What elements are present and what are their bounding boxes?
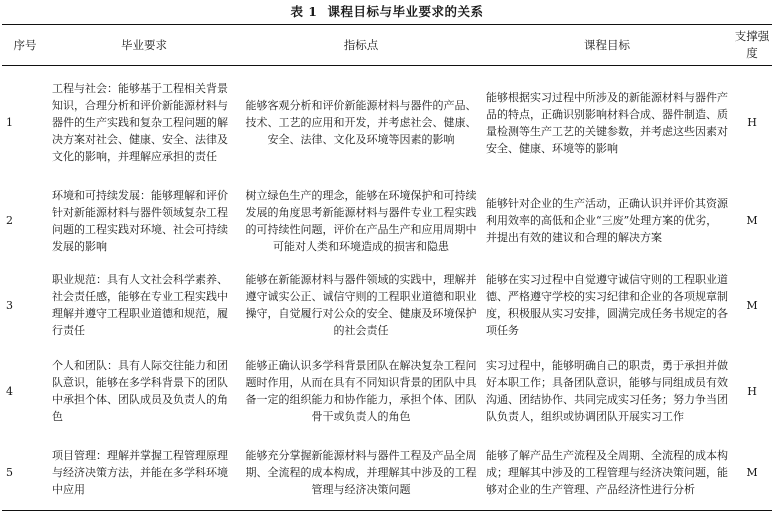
- header-goal: 课程目标: [584, 37, 630, 52]
- cell-requirement: 环境和可持续发展：能够理解和评价针对新能源材料与器件领域复杂工程问题的工程实践对环境、社会可持续发展的影响: [52, 188, 228, 253]
- cell-strength: M: [746, 214, 758, 227]
- cell-strength: M: [746, 298, 758, 312]
- cell-strength: H: [747, 116, 757, 129]
- cell-requirement: 项目管理：理解并掌握工程管理原理与经济决策方法，并能在多学科环境中应用: [52, 448, 228, 496]
- cell-indicator: 树立绿色生产的理念，能够在环境保护和可持续发展的角度思考新能源材料与器件专业工程实践的可持续性问题，评价在产品生产和应用周期中可能对人类和环境造成的损害和隐患: [245, 188, 477, 253]
- cell-index: 2: [6, 214, 13, 227]
- cell-index: 1: [6, 116, 13, 129]
- cell-indicator: 能够正确认识多学科背景团队在解决复杂工程问题时作用，从而在具有不同知识背景的团队中具备一定的组织能力和协作能力，承担个体、团队骨干或负责人的角色: [245, 359, 477, 423]
- cell-strength: M: [746, 465, 758, 479]
- cell-requirement: 个人和团队：具有人际交往能力和团队意识，能够在多学科背景下的团队中承担个体、团队成员及负责人的角色: [52, 359, 228, 423]
- header-strength: 支撑强度: [734, 29, 770, 60]
- cell-indicator: 能够充分掌握新能源材料与器件工程及产品全周期、全流程的成本构成，并理解其中涉及的工程管理与经济决策问题: [245, 448, 477, 496]
- cell-goal: 能够根据实习过程中所涉及的新能源材料与器件产品的特点，正确识别影响材料合成、器件制造、质量检测等生产工艺的关键参数，并考虑这些因素对安全、健康、环境等的影响: [486, 90, 728, 155]
- table-row: [2, 66, 772, 180]
- table-caption: [0, 2, 774, 22]
- table-row: [2, 434, 772, 511]
- cell-goal: 能够在实习过程中自觉遵守诚信守则的工程职业道德、严格遵守学校的实习纪律和企业的各项规章制度，积极服从实习安排，圆满完成任务书规定的各项任务: [486, 273, 728, 337]
- cell-index: 3: [6, 298, 13, 312]
- cell-goal: 实习过程中，能够明确自己的职责，勇于承担并做好本职工作；具备团队意识，能够与同组成员有效沟通、团结协作、共同完成实习任务；努力争当团队负责人，组织或协调团队开展实习工作: [486, 359, 728, 423]
- cell-strength: H: [747, 384, 757, 398]
- cell-index: 5: [6, 465, 13, 479]
- table-row: [2, 262, 772, 348]
- table-title: 课程目标与毕业要求的关系: [327, 4, 484, 19]
- cell-goal: 能够针对企业的生产活动，正确认识并评价其资源利用效率的高低和企业“三废”处理方案的优劣，并提出有效的建议和合理的解决方案: [486, 197, 728, 244]
- cell-indicator: 能够在新能源材料与器件领域的实践中，理解并遵守诚实公正、诚信守则的工程职业道德和职业操守，自觉履行对公众的安全、健康及环境保护的社会责任: [245, 273, 477, 337]
- header-requirement: 毕业要求: [121, 37, 167, 52]
- header-index: 序号: [13, 37, 37, 52]
- cell-goal: 能够了解产品生产流程及全周期、全流程的成本构成；理解其中涉及的工程管理与经济决策问题，能够对企业的生产管理、产品经济性进行分析: [486, 448, 728, 496]
- table-row: [2, 348, 772, 434]
- header-row: [2, 25, 772, 66]
- objectives-table: [2, 24, 772, 511]
- cell-requirement: 工程与社会：能够基于工程相关背景知识，合理分析和评价新能源材料与器件的生产实践和复杂工程问题的解决方案对社会、健康、安全、法律及文化的影响，并理解应承担的责任: [52, 82, 228, 163]
- table-row: [2, 179, 772, 262]
- cell-requirement: 职业规范：具有人文社会科学素养、社会责任感，能够在专业工程实践中理解并遵守工程职业道德和规范，履行责任: [52, 273, 228, 337]
- table-number: 表 1: [290, 4, 318, 19]
- header-indicator: 指标点: [343, 37, 379, 52]
- cell-indicator: 能够客观分析和评价新能源材料与器件的产品、技术、工艺的应用和开发，并考虑社会、健康、安全、法律、文化及环境等因素的影响: [245, 99, 477, 146]
- cell-index: 4: [6, 384, 13, 398]
